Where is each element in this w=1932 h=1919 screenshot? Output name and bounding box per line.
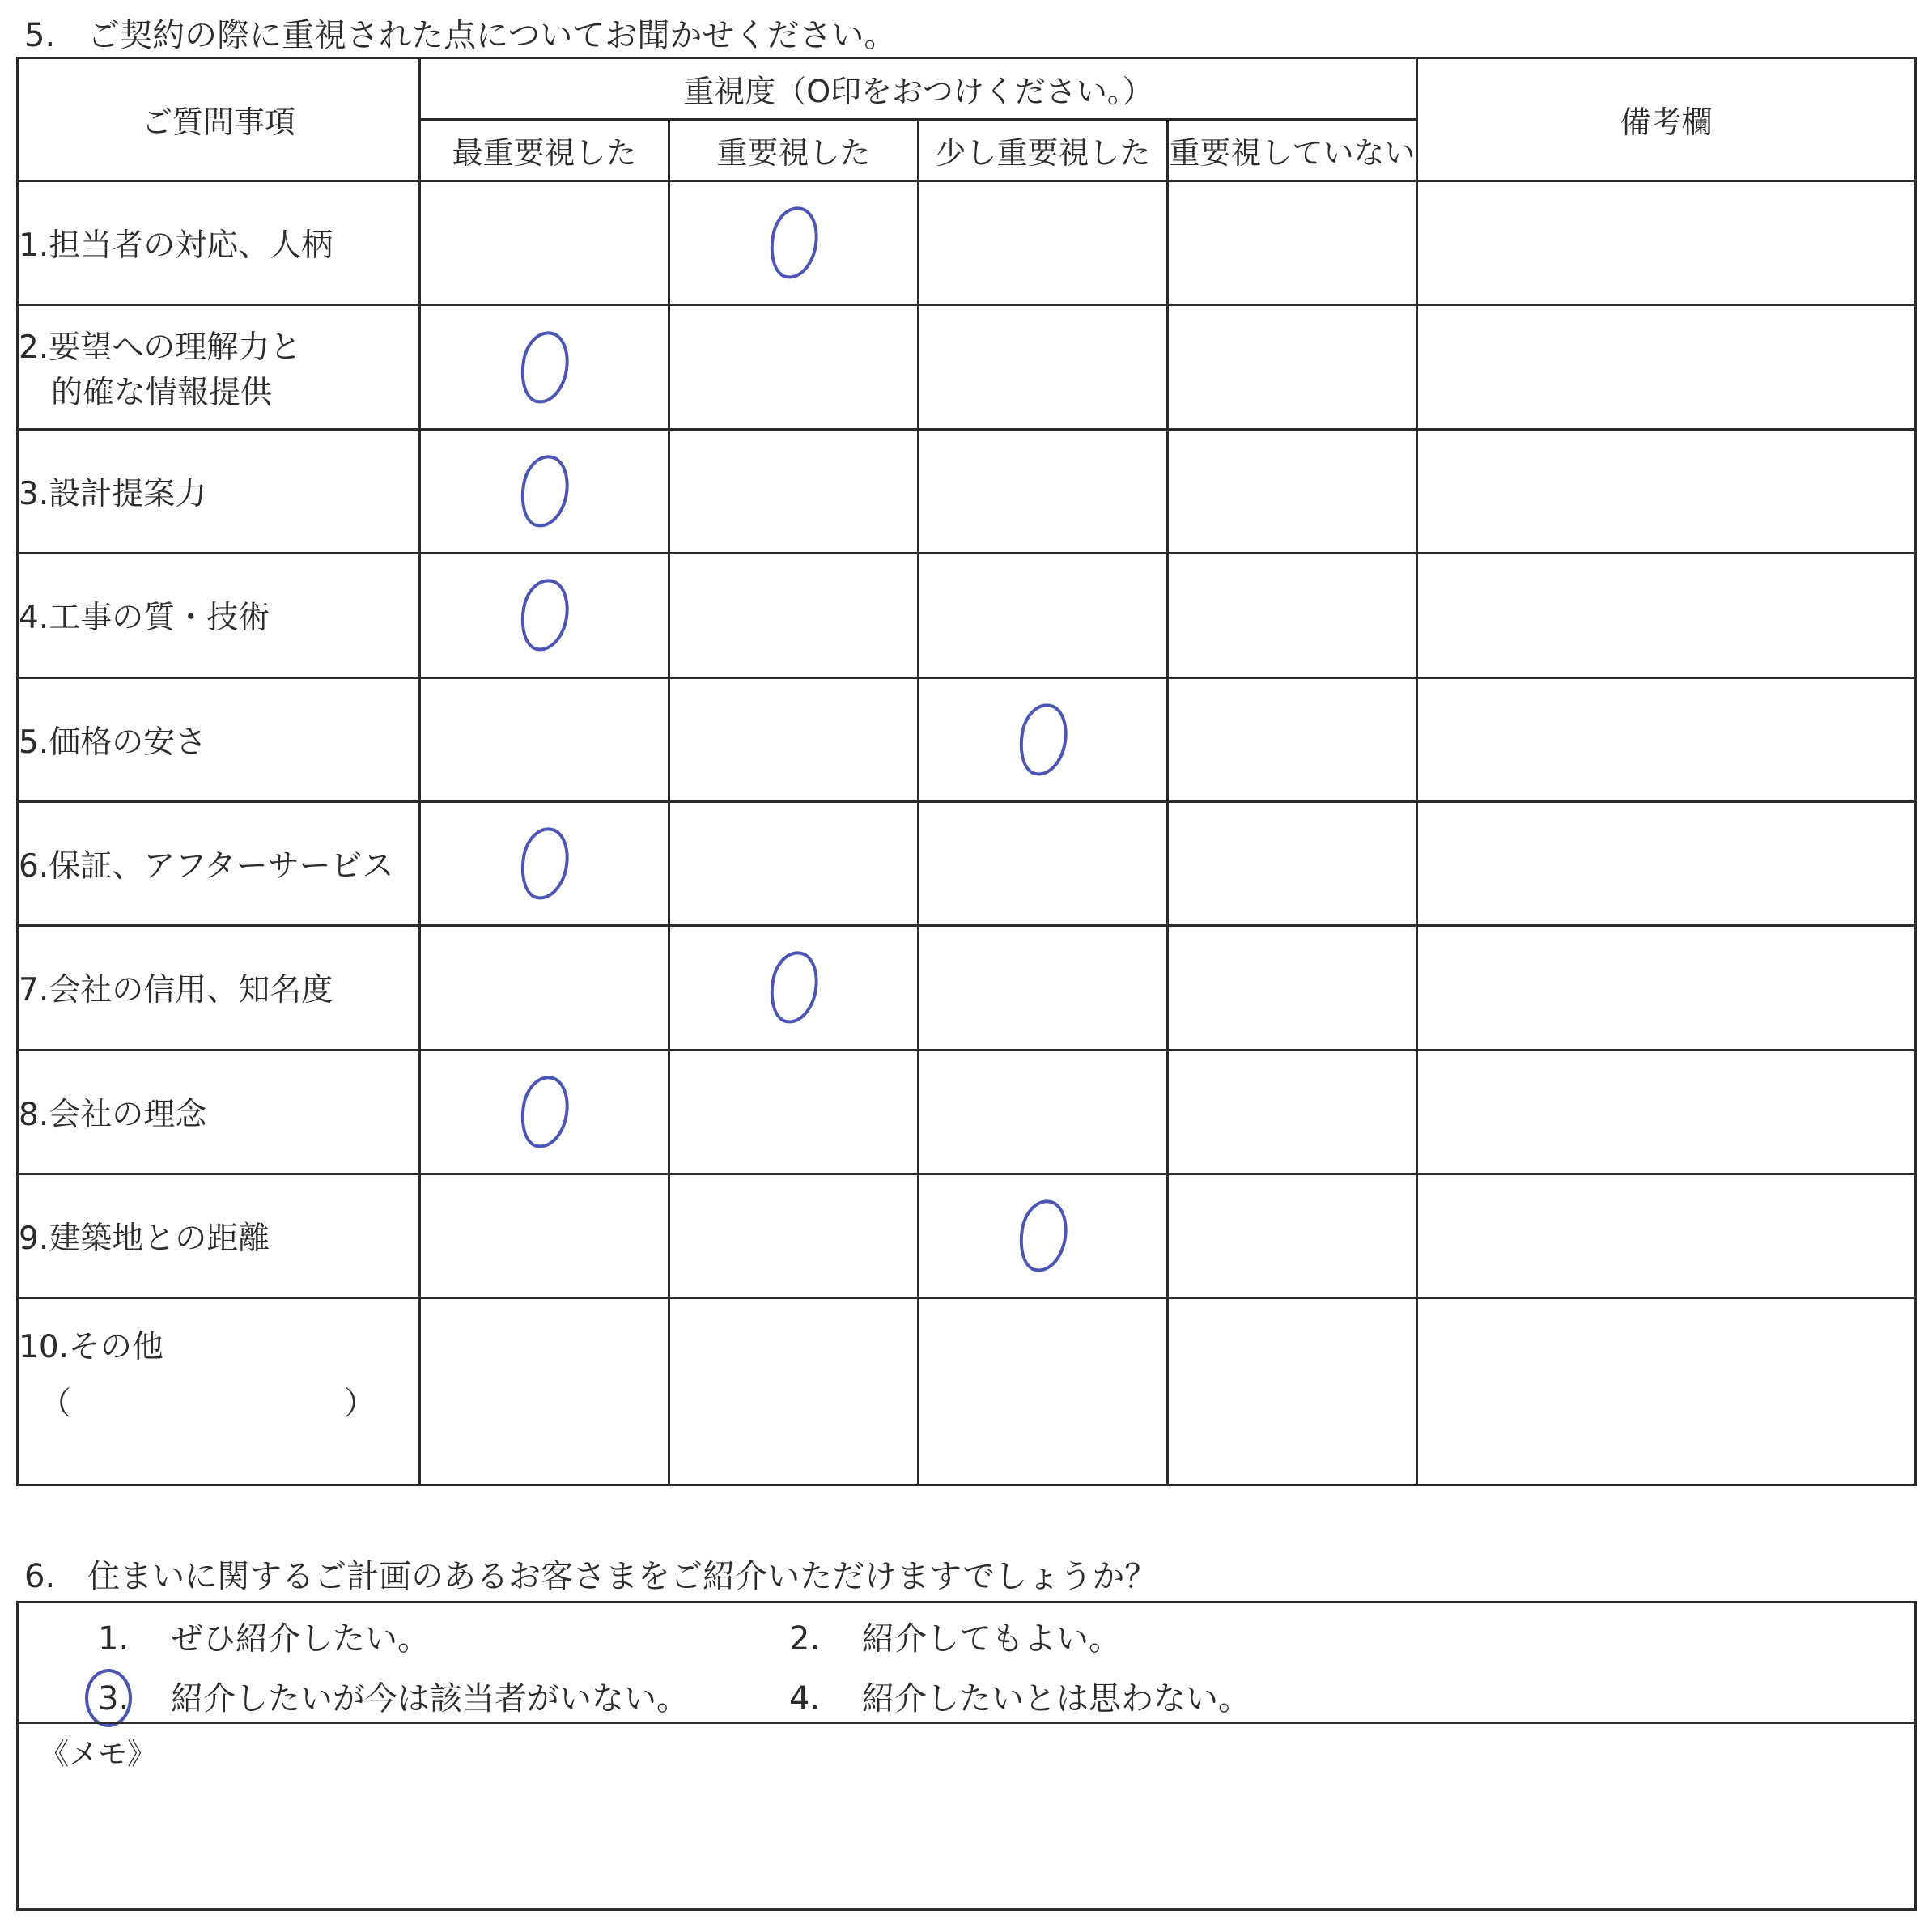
importance-cell[interactable] xyxy=(420,554,669,677)
importance-cell[interactable] xyxy=(919,554,1168,677)
importance-cell[interactable] xyxy=(420,677,669,801)
question-label xyxy=(18,429,420,553)
circle-mark-icon xyxy=(515,575,574,656)
importance-cell[interactable] xyxy=(669,305,919,429)
importance-cell[interactable] xyxy=(919,305,1168,429)
question-label xyxy=(18,554,420,677)
question-label xyxy=(18,926,420,1050)
importance-cell[interactable] xyxy=(669,801,919,925)
question-row xyxy=(18,1050,1916,1174)
importance-cell[interactable] xyxy=(420,305,669,429)
circle-mark-icon xyxy=(515,824,574,904)
referral-option-1[interactable] xyxy=(98,1613,430,1659)
paren-close: ） xyxy=(343,1386,376,1423)
importance-cell[interactable] xyxy=(1168,926,1417,1050)
question-label-text: 10.その他 xyxy=(19,1329,164,1366)
importance-cell[interactable] xyxy=(1168,677,1417,801)
question-label-text: 7.会社の信用、知名度 xyxy=(19,972,333,1009)
level-header-somewhat-important: 少し重要視した xyxy=(919,120,1168,181)
remarks-cell[interactable] xyxy=(1417,926,1916,1050)
importance-cell[interactable] xyxy=(420,429,669,553)
importance-cell[interactable] xyxy=(1168,305,1417,429)
circle-mark-icon xyxy=(764,203,823,283)
question-row xyxy=(18,1174,1916,1298)
importance-cell[interactable] xyxy=(1168,181,1417,305)
importance-cell[interactable] xyxy=(420,1174,669,1298)
option-text: 紹介してもよい。 xyxy=(862,1620,1121,1658)
importance-cell[interactable] xyxy=(669,677,919,801)
question-label xyxy=(18,181,420,305)
importance-cell[interactable] xyxy=(1168,554,1417,677)
importance-cell[interactable] xyxy=(669,181,919,305)
importance-cell[interactable] xyxy=(919,801,1168,925)
importance-cell[interactable] xyxy=(1168,1174,1417,1298)
selection-circle-mark xyxy=(85,1669,132,1727)
importance-cell[interactable] xyxy=(919,1298,1168,1485)
referral-options-box xyxy=(16,1601,1917,1911)
circle-mark-icon xyxy=(764,948,823,1028)
option-number-text: 3. xyxy=(98,1680,130,1717)
question-row xyxy=(18,305,1916,429)
memo-divider xyxy=(19,1722,1914,1724)
importance-cell[interactable] xyxy=(420,926,669,1050)
importance-cell[interactable] xyxy=(669,1174,919,1298)
importance-cell[interactable] xyxy=(420,181,669,305)
importance-group-header: 重視度（O印をおつけください。） xyxy=(420,58,1417,120)
circle-mark-icon xyxy=(1013,699,1072,779)
remarks-cell[interactable] xyxy=(1417,801,1916,925)
importance-cell[interactable] xyxy=(1168,1050,1417,1174)
question-label-text: 6.保証、アフターサービス xyxy=(19,848,394,885)
question-label xyxy=(18,1298,420,1485)
question-row xyxy=(18,554,1916,677)
other-fill-in-field[interactable] xyxy=(19,1378,376,1424)
remarks-col-header: 備考欄 xyxy=(1417,58,1916,181)
importance-cell[interactable] xyxy=(669,1050,919,1174)
importance-cell[interactable] xyxy=(1168,801,1417,925)
question-row xyxy=(18,181,1916,305)
remarks-cell[interactable] xyxy=(1417,429,1916,553)
referral-option-2[interactable] xyxy=(789,1613,1121,1659)
remarks-cell[interactable] xyxy=(1417,554,1916,677)
question-col-header: ご質問事項 xyxy=(18,58,420,181)
importance-table xyxy=(16,57,1917,1486)
option-number xyxy=(98,1680,171,1717)
option-number: 2. xyxy=(789,1620,821,1658)
question-label-text: 9.建築地との距離 xyxy=(19,1221,270,1258)
importance-cell[interactable] xyxy=(1168,429,1417,553)
question-label-line2: 的確な情報提供 xyxy=(51,374,273,411)
option-text: 紹介したいが今は該当者がいない。 xyxy=(171,1680,689,1717)
referral-option-3[interactable] xyxy=(98,1673,689,1719)
question-label xyxy=(18,305,420,429)
question-label-text: 1.担当者の対応、人柄 xyxy=(19,227,333,265)
q5-title: 5. ご契約の際に重視された点についてお聞かせください。 xyxy=(24,17,897,54)
level-header-important: 重要視した xyxy=(669,120,919,181)
remarks-cell[interactable] xyxy=(1417,181,1916,305)
question-label xyxy=(18,1174,420,1298)
circle-mark-icon xyxy=(1013,1196,1072,1276)
remarks-cell[interactable] xyxy=(1417,1050,1916,1174)
circle-mark-icon xyxy=(515,1072,574,1152)
question-row xyxy=(18,429,1916,553)
question-label-text: 8.会社の理念 xyxy=(19,1096,207,1133)
paren-open: （ xyxy=(40,1386,72,1423)
level-header-not-important: 重要視していない xyxy=(1168,120,1417,181)
memo-label: 《メモ》 xyxy=(40,1738,157,1771)
question-label-text: 3.設計提案力 xyxy=(19,475,207,512)
question-label-text: 2.要望への理解力と xyxy=(19,329,302,366)
importance-cell[interactable] xyxy=(1168,1298,1417,1485)
option-number: 4. xyxy=(789,1680,821,1717)
importance-cell[interactable] xyxy=(669,554,919,677)
question-label xyxy=(18,1050,420,1174)
question-label xyxy=(18,801,420,925)
referral-option-4[interactable] xyxy=(789,1673,1250,1719)
remarks-cell[interactable] xyxy=(1417,305,1916,429)
importance-cell[interactable] xyxy=(669,1298,919,1485)
question-row xyxy=(18,801,1916,925)
question-label xyxy=(18,677,420,801)
importance-cell[interactable] xyxy=(919,926,1168,1050)
question-label-text: 4.工事の質・技術 xyxy=(19,600,270,637)
option-text: 紹介したいとは思わない。 xyxy=(862,1680,1250,1717)
option-text: ぜひ紹介したい。 xyxy=(171,1620,430,1658)
remarks-cell[interactable] xyxy=(1417,1174,1916,1298)
circle-mark-icon xyxy=(515,327,574,407)
importance-cell[interactable] xyxy=(919,1050,1168,1174)
importance-cell[interactable] xyxy=(420,1050,669,1174)
importance-cell[interactable] xyxy=(669,926,919,1050)
option-number: 1. xyxy=(98,1620,130,1658)
level-header-most-important: 最重要視した xyxy=(420,120,669,181)
importance-cell[interactable] xyxy=(919,429,1168,553)
importance-cell[interactable] xyxy=(420,1298,669,1485)
question-row xyxy=(18,926,1916,1050)
remarks-cell[interactable] xyxy=(1417,1298,1916,1485)
importance-cell[interactable] xyxy=(919,677,1168,801)
importance-cell[interactable] xyxy=(919,181,1168,305)
q6-title: 6. 住まいに関するご計画のあるお客さまをご紹介いただけますでしょうか？ xyxy=(24,1558,1157,1595)
circle-mark-icon xyxy=(515,452,574,532)
importance-cell[interactable] xyxy=(420,801,669,925)
importance-cell[interactable] xyxy=(919,1174,1168,1298)
question-row xyxy=(18,677,1916,801)
question-label-text: 5.価格の安さ xyxy=(19,724,207,761)
question-row xyxy=(18,1298,1916,1485)
remarks-cell[interactable] xyxy=(1417,677,1916,801)
importance-cell[interactable] xyxy=(669,429,919,553)
